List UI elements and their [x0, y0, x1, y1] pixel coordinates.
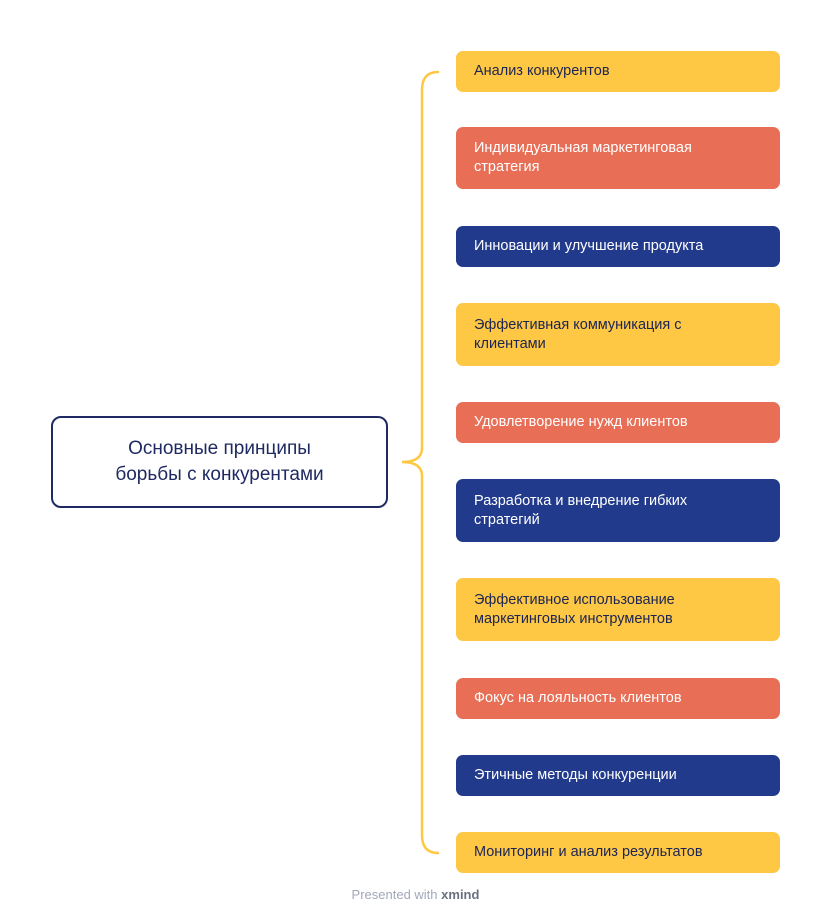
branch-topic-label: Индивидуальная маркетинговая стратегия [474, 140, 692, 175]
footer-brand: xmind [441, 887, 480, 902]
branch-topic-label: Фокус на лояльность клиентов [474, 690, 682, 706]
branch-topic[interactable] [456, 479, 780, 542]
branch-topic[interactable] [456, 578, 780, 641]
root-topic[interactable] [51, 416, 388, 508]
branch-topic[interactable] [456, 226, 780, 267]
branch-topic[interactable] [456, 51, 780, 92]
footer-prefix: Presented with [351, 887, 438, 902]
branch-topic[interactable] [456, 127, 780, 189]
branch-topic-label: Удовлетворение нужд клиентов [474, 414, 688, 430]
branch-topic[interactable] [456, 755, 780, 796]
branch-topic-label: Анализ конкурентов [474, 63, 610, 79]
branch-topic[interactable] [456, 402, 780, 443]
branch-topic-label: Эффективная коммуникация с клиентами [474, 316, 682, 352]
bracket-line [402, 72, 438, 853]
branch-topic[interactable] [456, 832, 780, 873]
branch-topic[interactable] [456, 303, 780, 366]
branch-topic-label: Мониторинг и анализ результатов [474, 844, 703, 860]
branch-topic-label: Инновации и улучшение продукта [474, 238, 704, 254]
root-topic-label: Основные принципы борьбы с конкурентами [115, 438, 324, 485]
branch-topic-label: Разработка и внедрение гибких стратегий [474, 492, 688, 528]
footer-credit [0, 887, 831, 902]
branch-topic-label: Этичные методы конкуренции [474, 767, 677, 783]
branch-topic[interactable] [456, 678, 780, 719]
branch-topic-label: Эффективное использование маркетинговых инструментов [474, 591, 675, 627]
